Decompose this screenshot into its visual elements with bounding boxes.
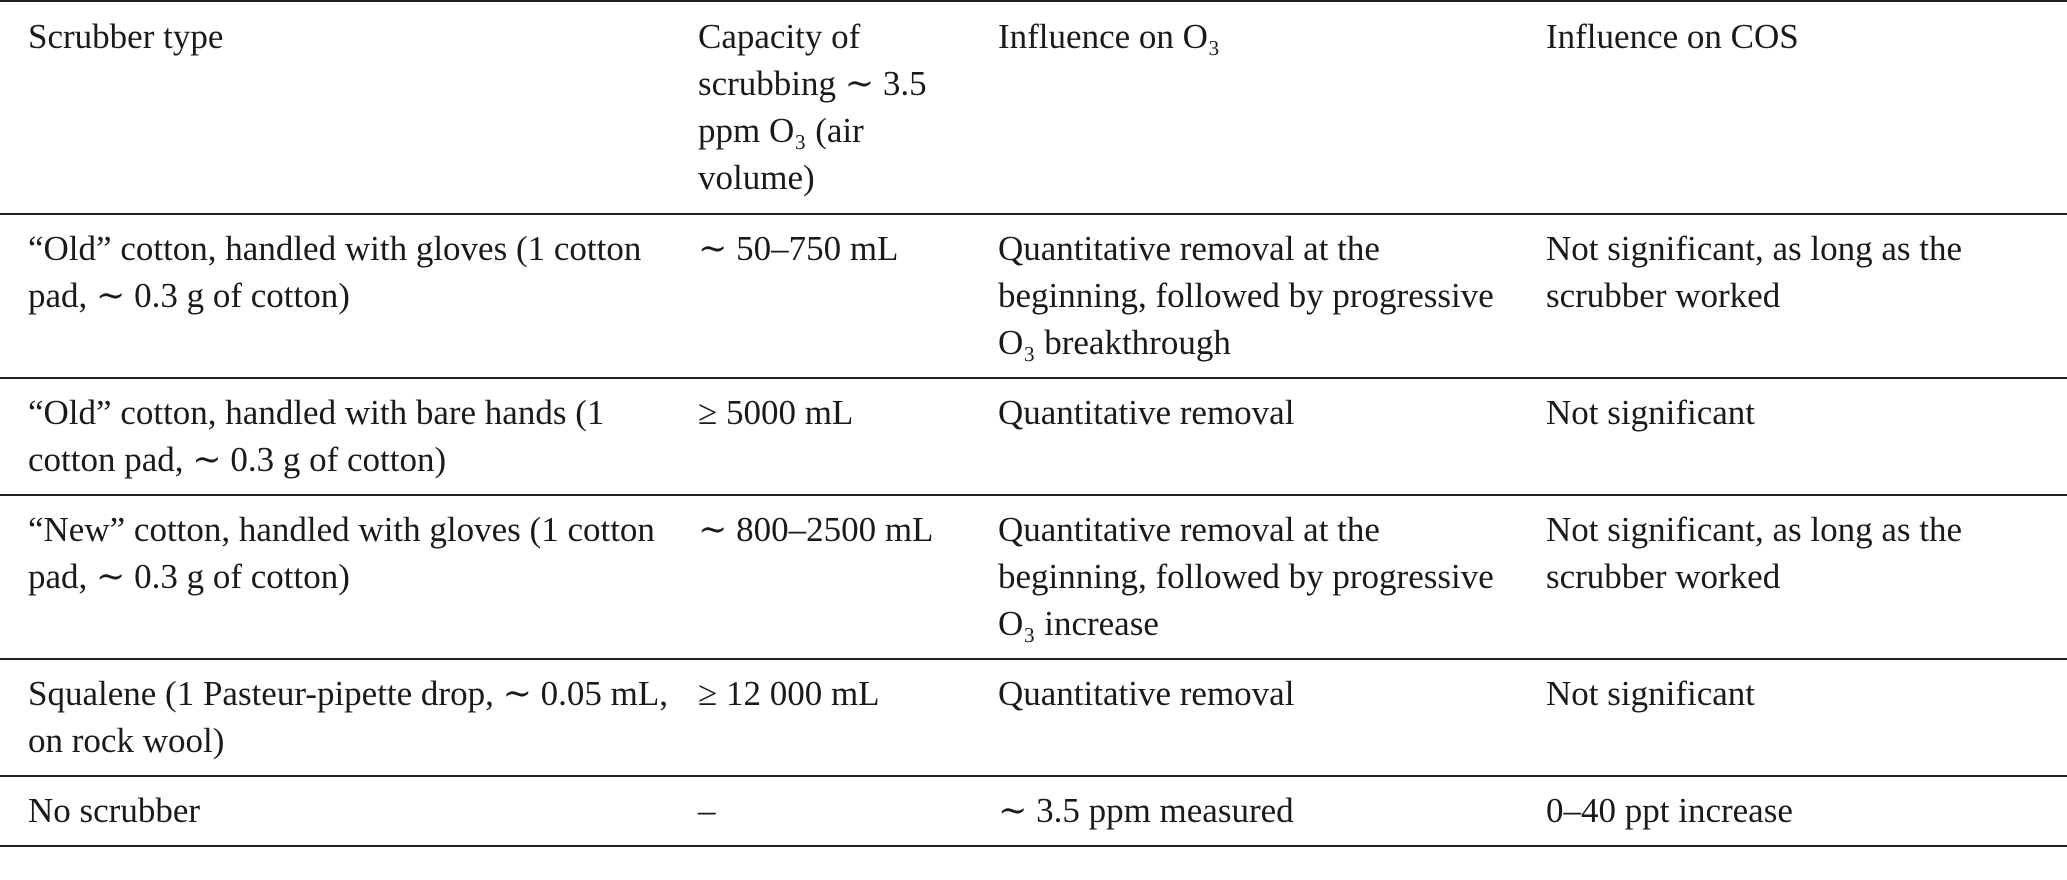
cell-capacity: ≥ 5000 mL xyxy=(698,393,854,432)
table-row xyxy=(0,776,2067,846)
cell-influence-o3: Quantitative removal at the beginning, followed by progressive O₃ increase xyxy=(998,510,1494,643)
cell-capacity: ∼ 50–750 mL xyxy=(698,229,899,268)
cell-influence-o3: Quantitative removal xyxy=(998,674,1295,713)
cell-influence-cos: Not significant xyxy=(1546,393,1755,432)
cell-influence-cos: 0–40 ppt increase xyxy=(1546,791,1793,830)
cell-influence-o3: ∼ 3.5 ppm measured xyxy=(998,791,1294,830)
cell-influence-cos: Not significant, as long as the scrubber worked xyxy=(1546,510,1963,596)
cell-scrubber-type: Squalene (1 Pasteur-pipette drop, ∼ 0.05 mL, on rock wool) xyxy=(28,674,669,760)
header-scrubber-type: Scrubber type xyxy=(28,17,224,56)
cell-influence-cos: Not significant xyxy=(1546,674,1755,713)
cell-scrubber-type: “New” cotton, handled with gloves (1 cotton pad, ∼ 0.3 g of cotton) xyxy=(28,510,655,596)
table-row xyxy=(0,378,2067,495)
table-row xyxy=(0,214,2067,378)
cell-capacity: – xyxy=(698,791,716,830)
cell-influence-cos: Not significant, as long as the scrubber worked xyxy=(1546,229,1963,315)
table-row xyxy=(0,495,2067,659)
cell-influence-o3: Quantitative removal at the beginning, followed by progressive O₃ breakthrough xyxy=(998,229,1494,362)
cell-scrubber-type: No scrubber xyxy=(28,791,201,830)
table-row xyxy=(0,659,2067,776)
cell-capacity: ≥ 12 000 mL xyxy=(698,674,880,713)
cell-influence-o3: Quantitative removal xyxy=(998,393,1295,432)
header-influence-cos: Influence on COS xyxy=(1546,17,1799,56)
cell-scrubber-type: “Old” cotton, handled with bare hands (1 cotton pad, ∼ 0.3 g of cotton) xyxy=(28,393,605,479)
table-body xyxy=(0,214,2067,846)
header-influence-o3: Influence on O₃ xyxy=(998,17,1221,56)
cell-capacity: ∼ 800–2500 mL xyxy=(698,510,934,549)
header-capacity: Capacity of scrubbing ∼ 3.5 ppm O₃ (air volume) xyxy=(698,17,927,197)
table-header xyxy=(0,1,2067,214)
header-row xyxy=(0,1,2067,214)
cell-scrubber-type: “Old” cotton, handled with gloves (1 cotton pad, ∼ 0.3 g of cotton) xyxy=(28,229,642,315)
